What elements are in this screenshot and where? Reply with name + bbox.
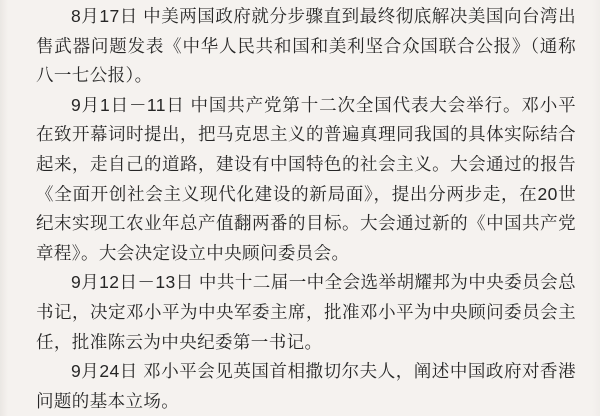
paragraph-event-sep12-13: 9月12日－13日 中共十二届一中全会选举胡耀邦为中央委员会总书记，决定邓小平为中央军委主席，批准邓小平为中央顾问委员会主任，批准陈云为中央纪委第一书记。 [36, 272, 576, 352]
paragraph-event-sep24: 9月24日 邓小平会见英国首相撒切尔夫人，阐述中国政府对香港问题的基本立场。 [36, 361, 576, 411]
paragraph-event-aug17: 8月17日 中美两国政府就分步骤直到最终彻底解决美国向台湾出售武器问题发表《中华人民共和国和美利坚合众国联合公报》（通称八一七公报）。 [36, 6, 576, 86]
paragraph-event-sep1-11: 9月1日－11日 中国共产党第十二次全国代表大会举行。邓小平在致开幕词时提出，把马克思主义的普遍真理同我国的具体实际结合起来，走自己的道路，建设有中国特色的社会主义。大会通过的报告《全面开创社会主义现代化建设的新局面》，提出分两步走，在20世纪末实现工农业年总产值翻两番的目标。大会通过新的《中国共产党章程》。大会决定设立中央顾问委员会。 [36, 94, 576, 263]
